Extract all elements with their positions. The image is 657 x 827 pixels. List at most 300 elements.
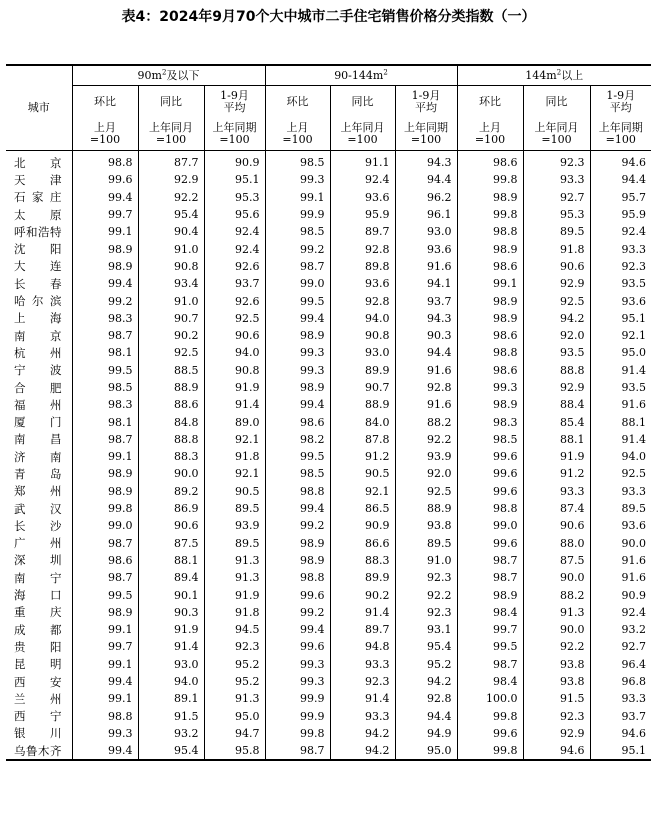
index-cell: 98.8 <box>265 483 330 500</box>
index-cell: 93.3 <box>523 171 590 188</box>
index-cell: 94.7 <box>204 725 265 742</box>
index-cell: 93.3 <box>523 483 590 500</box>
index-cell: 98.8 <box>457 223 523 240</box>
index-cell: 99.3 <box>265 673 330 690</box>
index-cell: 99.9 <box>265 206 330 223</box>
index-cell: 96.8 <box>621 675 646 689</box>
index-cell: 99.3 <box>72 725 138 742</box>
city-cell: 南京 <box>6 327 72 344</box>
index-cell: 98.7 <box>457 552 523 569</box>
index-cell: 91.5 <box>523 690 590 707</box>
index-cell: 88.9 <box>330 396 395 413</box>
index-cell: 91.6 <box>621 398 646 412</box>
index-cell: 90.6 <box>523 258 590 275</box>
city-cell: 福州 <box>6 396 72 413</box>
index-cell: 99.4 <box>265 396 330 413</box>
index-cell: 92.1 <box>330 483 395 500</box>
index-cell: 99.5 <box>457 638 523 655</box>
index-cell: 98.6 <box>72 552 138 569</box>
index-cell: 85.4 <box>523 413 590 430</box>
index-cell: 89.9 <box>330 362 395 379</box>
table-row <box>6 517 651 534</box>
index-cell: 90.5 <box>330 465 395 482</box>
city-cell: 呼和浩特 <box>6 223 72 240</box>
index-cell: 98.9 <box>265 327 330 344</box>
index-cell: 98.5 <box>265 465 330 482</box>
index-cell: 98.9 <box>265 552 330 569</box>
index-cell: 92.7 <box>523 189 590 206</box>
index-cell: 92.2 <box>523 638 590 655</box>
index-cell: 99.6 <box>457 535 523 552</box>
index-cell: 87.8 <box>330 431 395 448</box>
table-row <box>6 413 651 430</box>
sub-header-text: 环比 <box>286 95 309 108</box>
base-header-text: 上年同月 <box>534 121 579 134</box>
index-cell: 95.9 <box>330 206 395 223</box>
index-cell: 90.9 <box>621 588 646 602</box>
index-cell: 93.6 <box>621 294 646 308</box>
index-cell: 93.7 <box>204 275 265 292</box>
table-row <box>6 448 651 465</box>
index-cell: 98.7 <box>265 258 330 275</box>
index-cell: 90.7 <box>138 310 204 327</box>
table-row <box>6 379 651 396</box>
index-cell: 95.0 <box>395 742 457 760</box>
table-row <box>6 690 651 707</box>
index-cell: 88.1 <box>523 431 590 448</box>
index-cell: 91.3 <box>204 569 265 586</box>
index-cell: 88.2 <box>523 586 590 603</box>
index-cell: 98.9 <box>457 396 523 413</box>
table-row <box>6 431 651 448</box>
index-cell: 92.4 <box>204 223 265 240</box>
table-row <box>6 483 651 500</box>
index-cell: 93.8 <box>395 517 457 534</box>
base-header-yoy <box>138 118 204 151</box>
index-cell: 95.0 <box>621 346 646 360</box>
index-cell: 99.4 <box>265 500 330 517</box>
city-cell: 北京 <box>6 151 72 172</box>
sub-header-mom <box>265 86 330 119</box>
index-cell: 94.3 <box>395 310 457 327</box>
index-cell: 95.6 <box>204 206 265 223</box>
index-cell: 92.3 <box>523 708 590 725</box>
index-cell: 98.7 <box>72 569 138 586</box>
index-cell: 86.6 <box>330 535 395 552</box>
table-body <box>6 151 651 761</box>
index-cell: 96.4 <box>621 657 646 671</box>
index-cell: 99.0 <box>265 275 330 292</box>
index-cell: 90.0 <box>621 536 646 550</box>
table-row <box>6 465 651 482</box>
index-cell: 93.2 <box>621 623 646 637</box>
index-cell: 92.0 <box>523 327 590 344</box>
index-cell: 91.4 <box>621 432 646 446</box>
index-cell: 87.4 <box>523 500 590 517</box>
index-cell: 99.3 <box>457 379 523 396</box>
base-header-text: =100 <box>89 133 121 146</box>
table-row <box>6 362 651 379</box>
index-cell: 95.8 <box>204 742 265 760</box>
index-cell: 92.5 <box>138 344 204 361</box>
index-cell: 99.1 <box>72 656 138 673</box>
index-cell: 92.5 <box>523 292 590 309</box>
index-cell: 99.3 <box>265 344 330 361</box>
city-cell: 西宁 <box>6 708 72 725</box>
index-cell: 90.1 <box>138 586 204 603</box>
index-cell: 92.4 <box>621 605 646 619</box>
index-cell: 92.6 <box>204 258 265 275</box>
index-cell: 100.0 <box>457 690 523 707</box>
index-cell: 92.3 <box>395 569 457 586</box>
sub-header-yoy <box>523 86 590 119</box>
index-cell: 99.9 <box>265 690 330 707</box>
index-cell: 98.9 <box>72 604 138 621</box>
city-cell: 厦门 <box>6 413 72 430</box>
index-cell: 98.7 <box>72 535 138 552</box>
index-cell: 99.5 <box>265 448 330 465</box>
index-cell: 98.5 <box>457 431 523 448</box>
index-cell: 95.0 <box>204 708 265 725</box>
base-header-text: =100 <box>282 133 313 146</box>
index-cell: 91.3 <box>204 690 265 707</box>
index-cell: 89.5 <box>523 223 590 240</box>
index-cell: 98.6 <box>457 327 523 344</box>
index-cell: 90.6 <box>523 517 590 534</box>
base-header-text: 上年同期 <box>212 121 257 134</box>
index-cell: 99.1 <box>457 275 523 292</box>
index-cell: 99.5 <box>72 362 138 379</box>
index-cell: 92.3 <box>330 673 395 690</box>
index-cell: 92.1 <box>204 431 265 448</box>
index-cell: 94.2 <box>395 673 457 690</box>
base-header-text: =100 <box>219 133 250 146</box>
index-cell: 99.1 <box>265 189 330 206</box>
index-cell: 90.2 <box>330 586 395 603</box>
index-cell: 91.0 <box>138 240 204 257</box>
city-cell: 济南 <box>6 448 72 465</box>
price-index-table <box>6 64 651 761</box>
index-cell: 98.8 <box>72 151 138 172</box>
index-cell: 98.6 <box>457 258 523 275</box>
sub-header-text: 环比 <box>94 95 116 108</box>
city-cell: 海口 <box>6 586 72 603</box>
index-cell: 86.9 <box>138 500 204 517</box>
index-cell: 91.6 <box>621 553 646 567</box>
index-cell: 87.7 <box>138 151 204 172</box>
index-cell: 89.5 <box>395 535 457 552</box>
table-row <box>6 258 651 275</box>
index-cell: 98.6 <box>265 413 330 430</box>
index-cell: 88.1 <box>621 415 646 429</box>
index-cell: 90.3 <box>395 327 457 344</box>
sub-header-avg <box>395 86 457 119</box>
index-cell: 94.4 <box>395 708 457 725</box>
index-cell: 93.7 <box>621 709 646 723</box>
index-cell: 89.4 <box>138 569 204 586</box>
index-cell: 93.6 <box>395 240 457 257</box>
index-cell: 93.0 <box>395 223 457 240</box>
index-cell: 91.8 <box>204 604 265 621</box>
index-cell: 90.6 <box>138 517 204 534</box>
index-cell: 95.4 <box>395 638 457 655</box>
base-header-text: =100 <box>347 133 378 146</box>
index-cell: 94.4 <box>621 173 646 187</box>
table-row <box>6 725 651 742</box>
index-cell: 95.3 <box>204 189 265 206</box>
index-cell: 94.9 <box>395 725 457 742</box>
table-row <box>6 189 651 206</box>
sub-header-text: 平均 <box>223 101 246 114</box>
index-cell: 98.9 <box>72 240 138 257</box>
index-cell: 90.8 <box>204 362 265 379</box>
index-cell: 90.8 <box>138 258 204 275</box>
city-cell: 太原 <box>6 206 72 223</box>
index-cell: 93.6 <box>621 519 646 533</box>
index-cell: 99.2 <box>265 240 330 257</box>
index-cell: 94.3 <box>395 151 457 172</box>
city-cell: 银川 <box>6 725 72 742</box>
index-cell: 90.5 <box>204 483 265 500</box>
index-cell: 92.5 <box>621 467 646 481</box>
index-cell: 88.1 <box>138 552 204 569</box>
index-cell: 96.1 <box>395 206 457 223</box>
index-cell: 98.9 <box>265 379 330 396</box>
index-cell: 98.1 <box>72 344 138 361</box>
index-cell: 95.1 <box>590 742 651 760</box>
index-cell: 99.4 <box>265 310 330 327</box>
index-cell: 92.3 <box>621 259 646 273</box>
index-cell: 98.8 <box>457 500 523 517</box>
index-cell: 98.9 <box>457 240 523 257</box>
index-cell: 91.9 <box>204 586 265 603</box>
index-cell: 91.3 <box>523 604 590 621</box>
index-cell: 99.6 <box>457 465 523 482</box>
index-cell: 94.8 <box>330 638 395 655</box>
table-row <box>6 552 651 569</box>
base-header-text: 上月 <box>286 121 309 134</box>
index-cell: 92.8 <box>330 292 395 309</box>
index-cell: 92.3 <box>204 638 265 655</box>
index-cell: 99.0 <box>457 517 523 534</box>
city-cell: 南宁 <box>6 569 72 586</box>
index-cell: 93.8 <box>523 673 590 690</box>
index-cell: 89.7 <box>330 223 395 240</box>
index-cell: 92.1 <box>621 329 646 343</box>
index-cell: 93.0 <box>330 344 395 361</box>
base-header-text: 上月 <box>94 121 116 134</box>
index-cell: 98.5 <box>265 151 330 172</box>
index-cell: 94.4 <box>395 171 457 188</box>
table-row <box>6 586 651 603</box>
table-row <box>6 673 651 690</box>
city-cell: 重庆 <box>6 604 72 621</box>
index-cell: 94.5 <box>204 621 265 638</box>
index-cell: 90.4 <box>138 223 204 240</box>
index-cell: 88.9 <box>395 500 457 517</box>
index-cell: 99.0 <box>72 517 138 534</box>
sub-header-mom <box>457 86 523 119</box>
index-cell: 90.0 <box>523 569 590 586</box>
index-cell: 98.7 <box>457 569 523 586</box>
index-cell: 99.9 <box>265 708 330 725</box>
index-cell: 94.6 <box>621 726 646 740</box>
index-cell: 98.3 <box>72 396 138 413</box>
index-cell: 99.6 <box>457 725 523 742</box>
index-cell: 92.1 <box>204 465 265 482</box>
index-cell: 93.7 <box>395 292 457 309</box>
sub-header-yoy <box>138 86 204 119</box>
index-cell: 92.8 <box>330 240 395 257</box>
index-cell: 95.4 <box>138 206 204 223</box>
index-cell: 92.3 <box>395 604 457 621</box>
index-cell: 93.3 <box>621 484 646 498</box>
index-cell: 92.4 <box>330 171 395 188</box>
index-cell: 93.8 <box>523 656 590 673</box>
base-header-yoy <box>330 118 395 151</box>
sub-header-text: 1-9月 <box>606 89 636 102</box>
base-header-mom <box>72 118 138 151</box>
index-cell: 92.9 <box>138 171 204 188</box>
table-row <box>6 396 651 413</box>
index-cell: 92.6 <box>204 292 265 309</box>
index-cell: 98.3 <box>457 413 523 430</box>
index-cell: 99.2 <box>265 517 330 534</box>
base-header-text: =100 <box>410 133 442 146</box>
index-cell: 92.7 <box>621 640 646 654</box>
city-cell: 长沙 <box>6 517 72 534</box>
index-cell: 91.3 <box>204 552 265 569</box>
index-cell: 88.9 <box>138 379 204 396</box>
index-cell: 91.6 <box>621 571 646 585</box>
index-cell: 92.8 <box>395 690 457 707</box>
index-cell: 94.1 <box>395 275 457 292</box>
index-cell: 88.8 <box>138 431 204 448</box>
index-cell: 99.4 <box>72 673 138 690</box>
index-cell: 98.6 <box>457 362 523 379</box>
index-cell: 91.6 <box>395 396 457 413</box>
index-cell: 91.4 <box>330 690 395 707</box>
base-header-avg <box>590 118 651 151</box>
index-cell: 92.9 <box>523 379 590 396</box>
table-row <box>6 275 651 292</box>
index-cell: 88.2 <box>395 413 457 430</box>
index-cell: 93.1 <box>395 621 457 638</box>
index-cell: 98.9 <box>457 292 523 309</box>
sub-header-avg <box>204 86 265 119</box>
index-cell: 94.6 <box>621 156 646 170</box>
table-row <box>6 344 651 361</box>
base-header-text: 上月 <box>479 121 501 134</box>
index-cell: 99.1 <box>72 690 138 707</box>
index-cell: 95.4 <box>138 742 204 760</box>
city-cell: 贵阳 <box>6 638 72 655</box>
index-cell: 98.8 <box>265 569 330 586</box>
base-header-text: =100 <box>155 133 187 146</box>
index-cell: 93.2 <box>138 725 204 742</box>
city-cell: 上海 <box>6 310 72 327</box>
index-cell: 95.2 <box>204 673 265 690</box>
index-cell: 99.4 <box>265 621 330 638</box>
index-cell: 99.7 <box>457 621 523 638</box>
index-cell: 98.4 <box>457 673 523 690</box>
sub-header-text: 环比 <box>479 95 501 108</box>
index-cell: 98.9 <box>72 483 138 500</box>
index-cell: 95.7 <box>621 190 646 204</box>
index-cell: 89.5 <box>204 535 265 552</box>
index-cell: 90.9 <box>330 517 395 534</box>
index-cell: 93.0 <box>138 656 204 673</box>
index-cell: 99.6 <box>265 586 330 603</box>
index-cell: 89.9 <box>330 569 395 586</box>
index-cell: 92.5 <box>204 310 265 327</box>
index-cell: 91.5 <box>138 708 204 725</box>
index-cell: 91.4 <box>138 638 204 655</box>
sub-header-yoy <box>330 86 395 119</box>
index-cell: 91.2 <box>523 465 590 482</box>
index-cell: 91.6 <box>395 362 457 379</box>
city-cell: 南昌 <box>6 431 72 448</box>
city-cell: 广州 <box>6 535 72 552</box>
index-cell: 95.2 <box>204 656 265 673</box>
index-cell: 92.3 <box>523 151 590 172</box>
table-title: 表4：2024年9月70个大中城市二手住宅销售价格分类指数（一） <box>121 9 536 25</box>
index-cell: 93.3 <box>330 656 395 673</box>
sub-header-text: 平均 <box>415 101 437 114</box>
index-cell: 86.5 <box>330 500 395 517</box>
index-cell: 94.0 <box>204 344 265 361</box>
index-cell: 87.5 <box>138 535 204 552</box>
index-cell: 99.6 <box>265 638 330 655</box>
index-cell: 92.2 <box>395 431 457 448</box>
index-cell: 99.4 <box>72 189 138 206</box>
index-cell: 94.0 <box>138 673 204 690</box>
index-cell: 99.8 <box>457 742 523 760</box>
index-cell: 91.4 <box>204 396 265 413</box>
index-cell: 99.8 <box>457 171 523 188</box>
table-row <box>6 240 651 257</box>
table-row <box>6 223 651 240</box>
index-cell: 92.4 <box>204 240 265 257</box>
index-cell: 98.7 <box>72 431 138 448</box>
table-row <box>6 310 651 327</box>
table-row <box>6 206 651 223</box>
index-cell: 98.9 <box>457 586 523 603</box>
index-cell: 95.9 <box>621 208 646 222</box>
index-cell: 98.1 <box>72 413 138 430</box>
index-cell: 99.7 <box>72 206 138 223</box>
index-cell: 93.3 <box>621 692 646 706</box>
index-cell: 91.9 <box>523 448 590 465</box>
index-cell: 89.1 <box>138 690 204 707</box>
index-cell: 94.6 <box>523 742 590 760</box>
table-row <box>6 500 651 517</box>
index-cell: 92.5 <box>395 483 457 500</box>
table-row <box>6 327 651 344</box>
base-header-text: 上年同月 <box>149 121 193 134</box>
base-header-text: =100 <box>605 133 636 146</box>
index-cell: 93.5 <box>523 344 590 361</box>
city-cell: 青岛 <box>6 465 72 482</box>
index-cell: 89.5 <box>621 502 646 516</box>
index-cell: 99.8 <box>457 206 523 223</box>
index-cell: 99.3 <box>265 656 330 673</box>
index-cell: 99.8 <box>265 725 330 742</box>
index-cell: 90.0 <box>138 465 204 482</box>
index-cell: 93.6 <box>330 189 395 206</box>
index-cell: 91.0 <box>395 552 457 569</box>
index-cell: 84.0 <box>330 413 395 430</box>
